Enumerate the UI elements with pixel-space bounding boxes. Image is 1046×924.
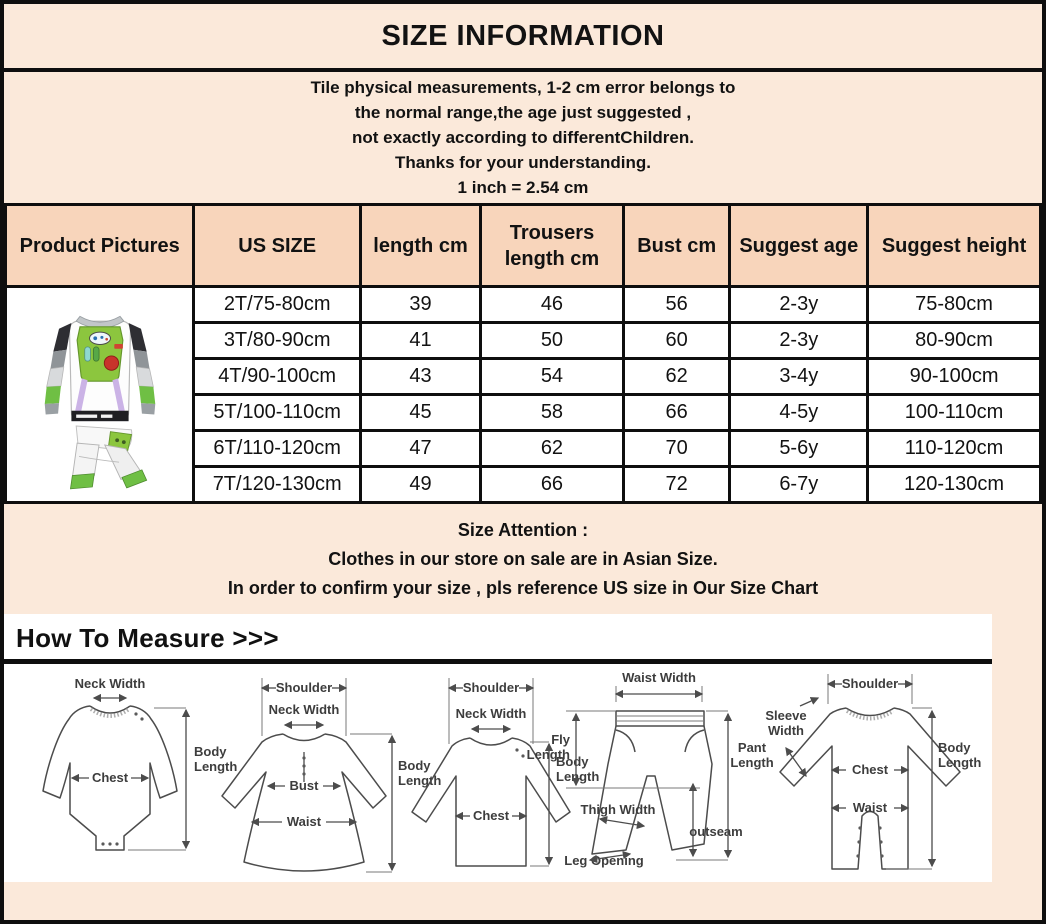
us-size-cell: 3T/80-90cm (194, 323, 361, 359)
attention-line: Clothes in our store on sale are in Asian Size. (328, 548, 718, 569)
header-length-cm: length cm (360, 205, 480, 287)
dress-body-length-label: Body Length (398, 758, 442, 788)
attention-line: Size Attention : (457, 519, 589, 540)
dress-neck-width-label: Neck Width (268, 702, 340, 717)
bust-cell: 72 (623, 467, 730, 503)
shirt-neck-width-label: Neck Width (455, 706, 527, 721)
shirt-chest-label: Chest (472, 808, 510, 823)
suggest-age-cell: 4-5y (730, 395, 868, 431)
suggest-height-cell: 75-80cm (868, 287, 1041, 323)
product-pajama-illustration (19, 292, 181, 498)
size-table (4, 203, 1042, 504)
suggest-age-cell: 2-3y (730, 287, 868, 323)
suggest-age-cell: 6-7y (730, 467, 868, 503)
header-suggest-height: Suggest height (868, 205, 1041, 287)
romper-body-length-label: Body Length (938, 740, 982, 770)
pants-waist-width-label: Waist Width (622, 670, 696, 685)
dress-shoulder-label: Shoulder (275, 680, 333, 695)
pants-pant-length-label: Pant Length (730, 740, 774, 770)
size-attention (4, 504, 1042, 614)
suggest-height-cell: 120-130cm (868, 467, 1041, 503)
note-line: Tile physical measurements, 1-2 cm error belongs to (310, 78, 736, 97)
bust-cell: 66 (623, 395, 730, 431)
suggest-height-cell: 80-90cm (868, 323, 1041, 359)
romper-diagram (765, 674, 981, 869)
romper-sleeve-width-label: Sleeve Width (765, 708, 807, 738)
note-line: Thanks for your understanding. (395, 153, 651, 172)
us-size-cell: 6T/110-120cm (194, 431, 361, 467)
us-size-cell: 7T/120-130cm (194, 467, 361, 503)
product-picture-cell (6, 287, 194, 503)
length-cell: 45 (360, 395, 480, 431)
how-to-measure-section (4, 614, 1042, 920)
suggest-height-cell: 110-120cm (868, 431, 1041, 467)
dress-waist-label: Waist (286, 814, 322, 829)
trousers-length-cell: 62 (481, 431, 624, 467)
note-line: the normal range,the age just suggested , (354, 103, 692, 122)
shirt-shoulder-label: Shoulder (462, 680, 520, 695)
dress-bust-label: Bust (289, 778, 319, 793)
us-size-cell: 4T/90-100cm (194, 359, 361, 395)
us-size-cell: 2T/75-80cm (194, 287, 361, 323)
table-row (6, 287, 1041, 323)
bodysuit-neck-width-label: Neck Width (74, 676, 146, 691)
bust-cell: 70 (623, 431, 730, 467)
length-cell: 47 (360, 431, 480, 467)
suggest-height-cell: 90-100cm (868, 359, 1041, 395)
header-product-pictures: Product Pictures (6, 205, 194, 287)
bust-cell: 60 (623, 323, 730, 359)
trousers-length-cell: 46 (481, 287, 624, 323)
header-trousers-length-cm: Trousers length cm (481, 205, 624, 287)
header-us-size: US SIZE (194, 205, 361, 287)
length-cell: 39 (360, 287, 480, 323)
measurement-note (4, 72, 1042, 203)
note-line: not exactly according to differentChildren. (352, 128, 694, 147)
length-cell: 43 (360, 359, 480, 395)
table-header-row (6, 205, 1041, 287)
romper-shoulder-label: Shoulder (841, 676, 899, 691)
trousers-length-cell: 66 (481, 467, 624, 503)
romper-chest-label: Chest (851, 762, 889, 777)
bust-cell: 56 (623, 287, 730, 323)
pants-leg-opening-label: Leg Opening (564, 853, 644, 868)
page-title: SIZE INFORMATION (4, 4, 1042, 72)
attention-line: In order to confirm your size , pls reference US size in Our Size Chart (227, 577, 819, 598)
how-to-measure-panel (4, 614, 992, 882)
suggest-height-cell: 100-110cm (868, 395, 1041, 431)
trousers-length-cell: 58 (481, 395, 624, 431)
header-suggest-age: Suggest age (730, 205, 868, 287)
pants-outseam-label: outseam (689, 824, 743, 839)
pants-thigh-width-label: Thigh Width (580, 802, 656, 817)
dress-diagram (222, 678, 441, 872)
measurement-diagrams (4, 664, 992, 877)
suggest-age-cell: 2-3y (730, 323, 868, 359)
us-size-cell: 5T/100-110cm (194, 395, 361, 431)
how-to-measure-title: How To Measure >>> (16, 623, 279, 653)
trousers-length-cell: 54 (481, 359, 624, 395)
romper-waist-label: Waist (852, 800, 888, 815)
trousers-length-cell: 50 (481, 323, 624, 359)
bodysuit-body-length-label: Body Length (194, 744, 238, 774)
bodysuit-diagram (43, 676, 237, 850)
length-cell: 41 (360, 323, 480, 359)
pants-fly-length-label: Fly Length (526, 732, 570, 762)
header-bust-cm: Bust cm (623, 205, 730, 287)
bodysuit-chest-label: Chest (91, 770, 129, 785)
suggest-age-cell: 3-4y (730, 359, 868, 395)
shirt-body-length-label: Body Length (556, 754, 600, 784)
bust-cell: 62 (623, 359, 730, 395)
note-line: 1 inch = 2.54 cm (457, 178, 589, 197)
length-cell: 49 (360, 467, 480, 503)
suggest-age-cell: 5-6y (730, 431, 868, 467)
